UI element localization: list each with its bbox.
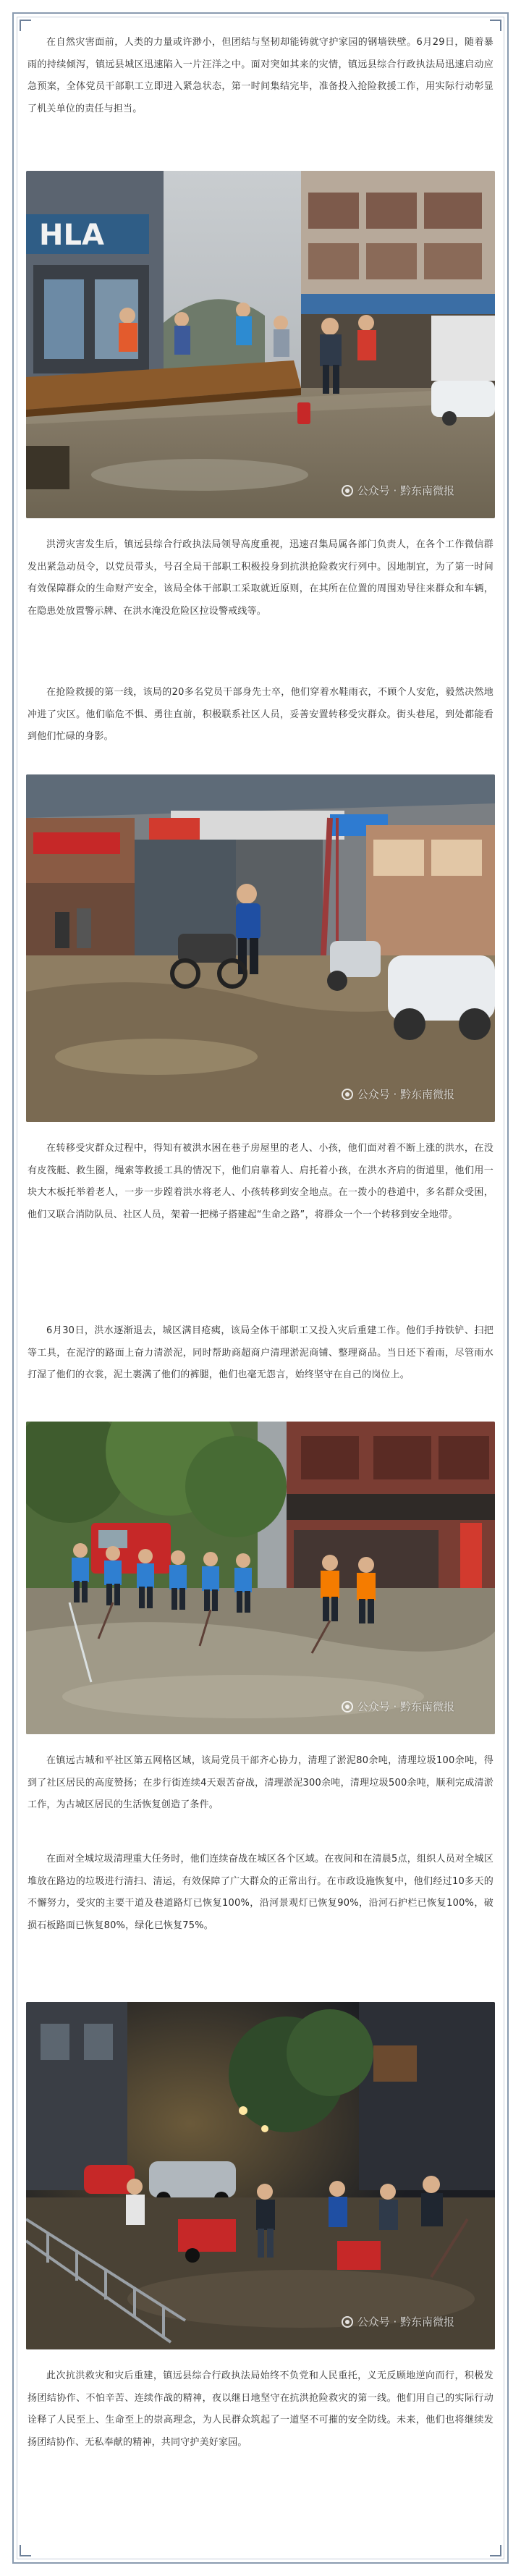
corner-ornament — [490, 20, 501, 31]
corner-ornament — [20, 20, 31, 31]
article-paragraph-6: 在镇远古城和平社区第五网格区域，该局党员干部齐心协力，清理了淤泥80余吨，清理垃圾100余吨，得到了社区居民的高度赞扬；在步行街连续4天艰苦奋战，清理淤泥300余吨，清理垃圾500余吨，顺利完成清淤工作，为古城区居民的生活恢复创造了条件。 — [27, 1755, 494, 1810]
wechat-official-account-icon — [342, 1089, 353, 1100]
watermark-label: 公众号 · 黔东南微报 — [342, 1699, 454, 1714]
watermark-label: 公众号 · 黔东南微报 — [342, 2314, 454, 2329]
article-paragraph-2: 洪涝灾害发生后，镇远县综合行政执法局领导高度重视，迅速召集局属各部门负责人，在各个工作微信群发出紧急动员令，以党员带头，号召全局干部职工积极投身到抗洪抢险救灾行列中。因地制宜，为了第一时间有效保障群众的生命财产安全，该局全体干部职工采取就近原则，在其所在位置的周围劝导往来群众和车辆，在隐患处放置警示牌、在洪水淹没危险区拉设警戒线等。 — [27, 539, 494, 617]
article-paragraph-5: 6月30日，洪水逐渐退去，城区满目疮痍，该局全体干部职工又投入灾后重建工作。他们手持铁铲、扫把等工具，在泥泞的路面上奋力清淤泥，同时帮助商超商户清理淤泥商铺、整理商品。当日还下着雨，尽管雨水打湿了他们的衣裳，泥土裹满了他们的裤腿，他们也毫无怨言，始终坚守在自己的岗位上。 — [27, 1325, 494, 1380]
corner-ornament — [20, 2545, 31, 2556]
article-paragraph-1: 在自然灾害面前，人类的力量或许渺小，但团结与坚韧却能铸就守护家园的钢墙铁壁。6月29日，随着暴雨的持续倾泻，镇远县城区迅速陷入一片汪洋之中。面对突如其来的灾情，镇远县综合行政执法局迅速启动应急预案，全体党员干部职工立即进入紧急状态，第一时间集结完毕，准备投入抢险救援工作，用实际行动彰显了机关单位的责任与担当。 — [27, 37, 494, 114]
photo-flooded-street — [26, 171, 495, 518]
article-paragraph-7: 在面对全城垃圾清理重大任务时，他们连续奋战在城区各个区域。在夜间和在清晨5点，组织人员对全城区堆放在路边的垃圾进行清扫、清运，有效保障了广大群众的正常出行。在市政设施恢复中，他们经过10多天的不懈努力，受灾的主要干道及巷道路灯已恢复100%，沿河景观灯已恢复90%，沿河石护栏已恢复100%，破损石板路面已恢复80%，绿化已恢复75%。 — [27, 1854, 494, 1931]
photo-cleanup-crew — [26, 1422, 495, 1734]
watermark-label: 公众号 · 黔东南微报 — [342, 483, 454, 498]
article-paragraph-4: 在转移受灾群众过程中，得知有被洪水困在巷子房屋里的老人、小孩，他们面对着不断上涨的洪水，在没有皮筏艇、救生圈，绳索等救援工具的情况下，他们肩靠着人、肩托着小孩，在洪水齐肩的街道里，他们用一块大木板托举着老人，一步一步蹚着洪水将老人、小孩转移到安全地点。在一拨小的巷道中，多名群众受困，他们又联合消防队员、社区人员，架着一把梯子搭建起“生命之路”，将群众一个一个转移到安全地带。 — [27, 1143, 494, 1220]
shop-sign-text: HLA — [39, 219, 104, 252]
photo-night-cleanup — [26, 2002, 495, 2349]
corner-ornament — [490, 2545, 501, 2556]
article-paragraph-3: 在抢险救援的第一线，该局的20多名党员干部身先士卒，他们穿着水鞋雨衣，不顾个人安危，毅然决然地冲进了灾区。他们临危不惧、勇往直前，积极联系社区人员，妥善安置转移受灾群众。街头巷尾，到处都能看到他们忙碌的身影。 — [27, 687, 494, 742]
photo-market-street — [26, 774, 495, 1122]
watermark-label: 公众号 · 黔东南微报 — [342, 1086, 454, 1102]
wechat-official-account-icon — [342, 485, 353, 497]
article-paragraph-8: 此次抗洪救灾和灾后重建，镇远县综合行政执法局始终不负党和人民重托，义无反顾地逆向而行，积极发扬团结协作、不怕辛苦、连续作战的精神，夜以继日地坚守在抗洪抢险救灾的第一线。他们用自己的实际行动诠释了人民至上、生命至上的崇高理念，为人民群众筑起了一道坚不可摧的安全防线。未来，他们也将继续发扬团结协作、无私奉献的精神，共同守护美好家园。 — [27, 2370, 494, 2448]
wechat-official-account-icon — [342, 2316, 353, 2328]
wechat-official-account-icon — [342, 1701, 353, 1713]
